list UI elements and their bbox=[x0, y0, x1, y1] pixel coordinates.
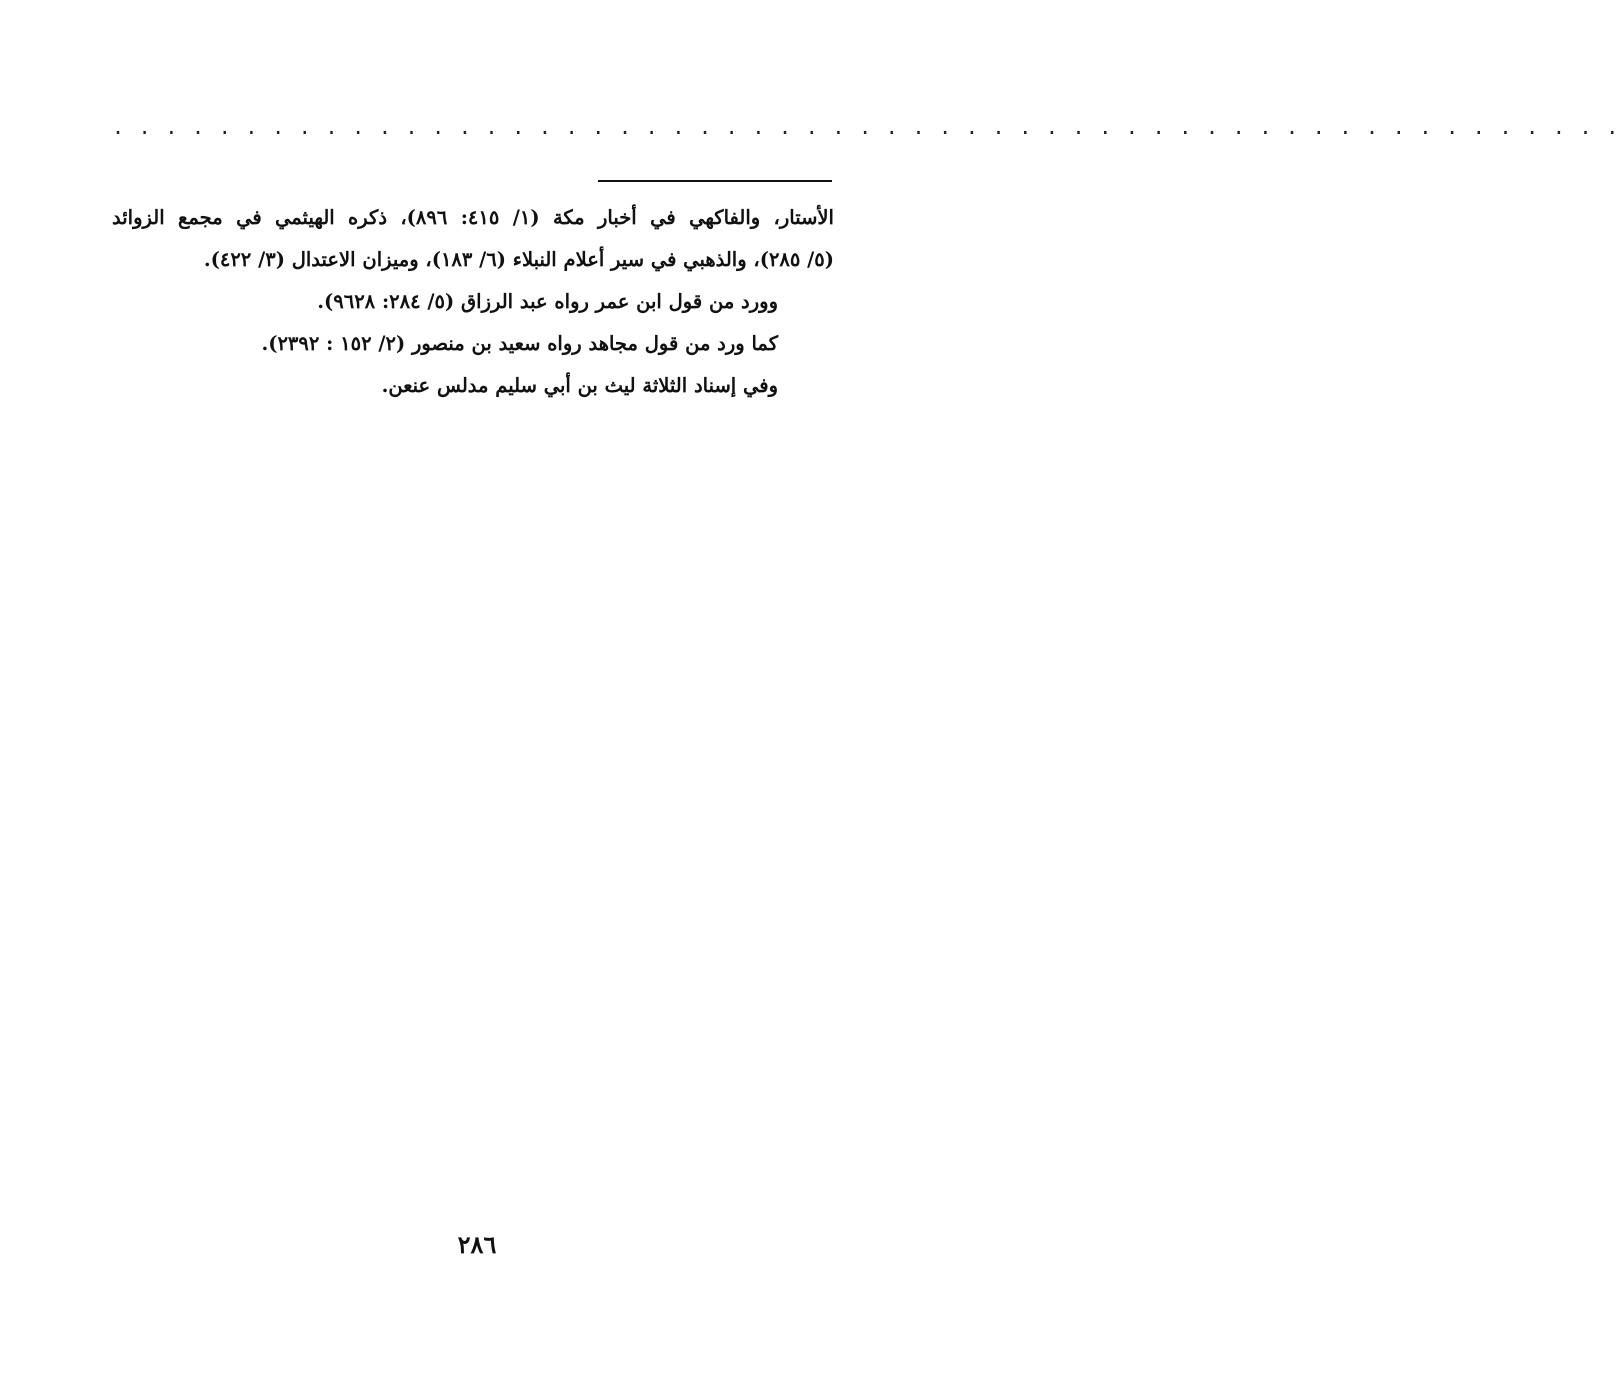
footnote-line-5: وفي إسناد الثلاثة ليث بن أبي سليم مدلس عنعن. bbox=[381, 374, 778, 397]
footnote-line-2: (٥/ ٢٨٥)، والذهبي في سير أعلام النبلاء (٦/ ١٨٣)، وميزان الاعتدال (٣/ ٤٢٢). bbox=[203, 248, 834, 271]
footnote-line-1: الأستار، والفاكهي في أخبار مكة (١/ ٤١٥: ٨٩٦)، ذكره الهيثمي في مجمع الزوائد bbox=[112, 206, 834, 229]
footnote-line-3: وورد من قول ابن عمر رواه عبد الرزاق (٥/ ٢٨٤: ٩٦٢٨). bbox=[317, 290, 778, 313]
footnote-line-4: كما ورد من قول مجاهد رواه سعيد بن منصور (٢/ ١٥٢ : ٢٣٩٢). bbox=[261, 332, 778, 355]
page-number: ٢٨٦ bbox=[457, 1230, 497, 1259]
footnotes-block bbox=[112, 197, 834, 407]
dotted-separator: . . . . . . . . . . . . . . . . . . . . . . . . . . . . . . . . . . . . . . . . . . . . . . . . . . . . . . . . . bbox=[112, 115, 1620, 139]
footnote-rule bbox=[598, 180, 832, 182]
